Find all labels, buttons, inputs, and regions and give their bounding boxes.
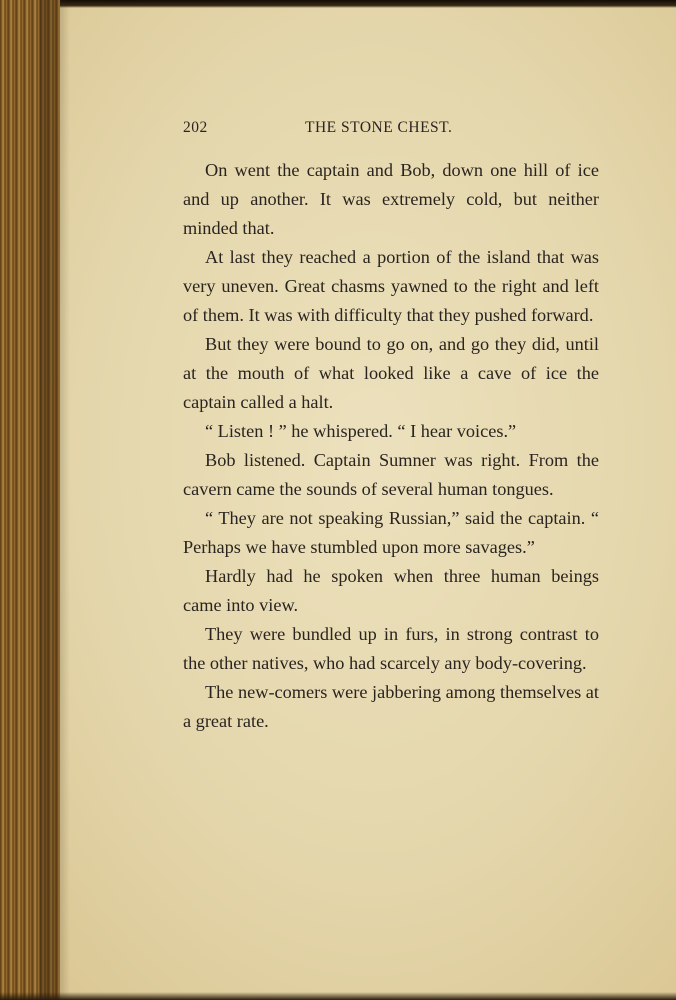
page-header xyxy=(183,119,603,141)
paragraph: Bob listened. Captain Sumner was right. From the cavern came the sounds of several human tongues. xyxy=(183,450,599,499)
paragraph: “ They are not speaking Russian,” said the captain. “ Perhaps we have stumbled upon more savages.” xyxy=(183,508,599,557)
paragraph: On went the captain and Bob, down one hill of ice and up another. It was extremely cold, but neither minded that. xyxy=(183,160,599,238)
page-bottom-edge xyxy=(0,992,676,1000)
body-text xyxy=(183,156,599,736)
paragraph: Hardly had he spoken when three human beings came into view. xyxy=(183,566,599,615)
paragraph: But they were bound to go on, and go they did, until at the mouth of what looked like a cave of ice the captain called a halt. xyxy=(183,334,599,412)
page-number: 202 xyxy=(183,119,208,136)
running-head: THE STONE CHEST. xyxy=(305,119,453,136)
paragraph: “ Listen ! ” he whispered. “ I hear voices.” xyxy=(205,421,517,441)
gutter-shadow xyxy=(40,0,70,1000)
page-top-edge xyxy=(0,0,676,8)
paragraph: At last they reached a portion of the island that was very uneven. Great chasms yawned to the right and left of them. It was with difficulty that they pushed forward. xyxy=(183,247,599,325)
paragraph: The new-comers were jabbering among themselves at a great rate. xyxy=(183,682,599,731)
paragraph: They were bundled up in furs, in strong contrast to the other natives, who had scarcely any body-covering. xyxy=(183,624,599,673)
